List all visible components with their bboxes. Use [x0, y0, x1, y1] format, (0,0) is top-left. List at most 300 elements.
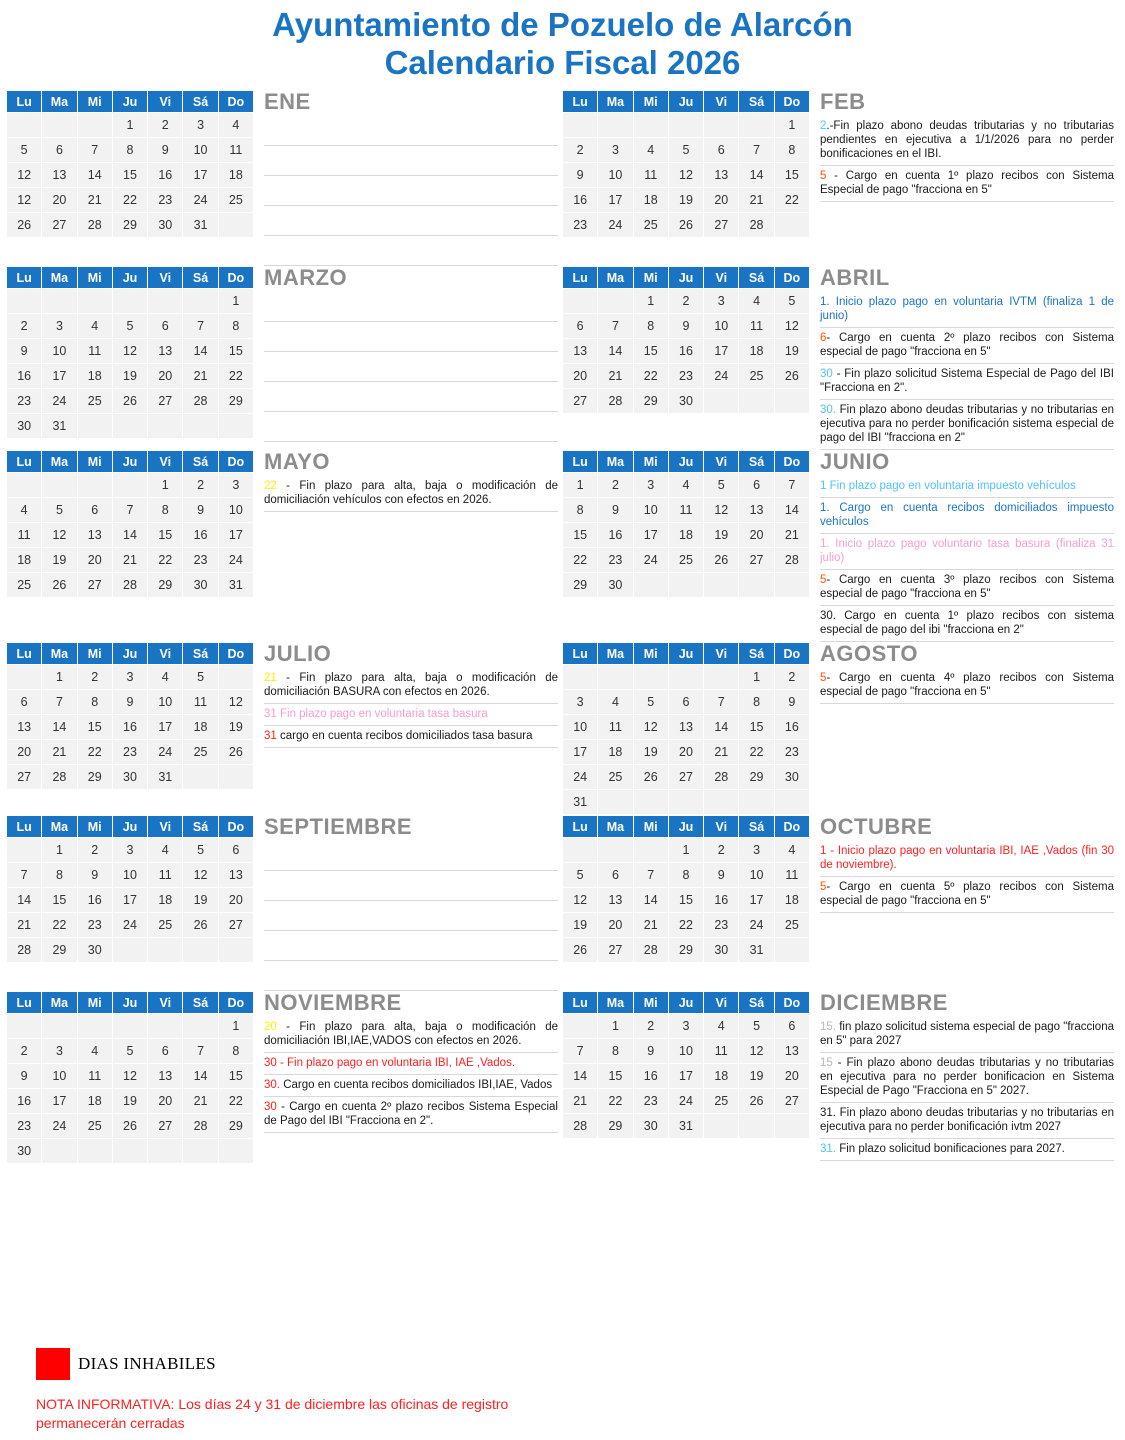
day-cell[interactable]: 28 — [633, 938, 668, 963]
day-cell[interactable]: 13 — [774, 1039, 809, 1064]
day-cell[interactable]: 12 — [633, 715, 668, 740]
day-cell[interactable]: 13 — [218, 863, 253, 888]
day-cell[interactable]: 21 — [633, 913, 668, 938]
day-cell[interactable]: 30 — [183, 573, 218, 598]
day-cell[interactable]: 24 — [183, 188, 218, 213]
day-cell[interactable]: 20 — [218, 888, 253, 913]
day-cell[interactable]: 6 — [563, 314, 598, 339]
day-cell[interactable]: 11 — [77, 339, 112, 364]
day-cell[interactable]: 30 — [148, 213, 183, 238]
day-cell[interactable]: 17 — [739, 888, 774, 913]
day-cell[interactable]: 24 — [218, 548, 253, 573]
day-cell[interactable]: 8 — [598, 1039, 633, 1064]
day-cell[interactable]: 2 — [633, 1014, 668, 1039]
day-cell[interactable]: 14 — [563, 1064, 598, 1089]
day-cell[interactable]: 27 — [704, 213, 739, 238]
day-cell[interactable]: 2 — [704, 838, 739, 863]
day-cell[interactable]: 6 — [42, 138, 77, 163]
day-cell[interactable]: 8 — [148, 498, 183, 523]
day-cell[interactable]: 19 — [668, 188, 703, 213]
day-cell[interactable]: 5 — [563, 863, 598, 888]
day-cell[interactable]: 6 — [7, 690, 42, 715]
day-cell[interactable]: 5 — [42, 498, 77, 523]
day-cell[interactable]: 28 — [183, 1114, 218, 1139]
day-cell[interactable]: 22 — [42, 913, 77, 938]
day-cell[interactable]: 5 — [7, 138, 42, 163]
day-cell[interactable]: 26 — [739, 1089, 774, 1114]
day-cell[interactable]: 11 — [633, 163, 668, 188]
day-cell[interactable]: 20 — [77, 548, 112, 573]
day-cell[interactable]: 21 — [77, 188, 112, 213]
day-cell[interactable]: 26 — [112, 1114, 147, 1139]
day-cell[interactable]: 11 — [7, 523, 42, 548]
day-cell[interactable]: 6 — [77, 498, 112, 523]
day-cell[interactable]: 22 — [148, 548, 183, 573]
day-cell[interactable]: 25 — [633, 213, 668, 238]
day-cell[interactable]: 20 — [42, 188, 77, 213]
day-cell[interactable]: 10 — [563, 715, 598, 740]
day-cell[interactable]: 27 — [774, 1089, 809, 1114]
day-cell[interactable]: 29 — [739, 765, 774, 790]
day-cell[interactable]: 7 — [563, 1039, 598, 1064]
day-cell[interactable]: 16 — [563, 188, 598, 213]
day-cell[interactable]: 18 — [704, 1064, 739, 1089]
day-cell[interactable]: 1 — [598, 1014, 633, 1039]
day-cell[interactable]: 28 — [563, 1114, 598, 1139]
day-cell[interactable]: 4 — [633, 138, 668, 163]
day-cell[interactable]: 31 — [739, 938, 774, 963]
day-cell[interactable]: 6 — [148, 314, 183, 339]
day-cell[interactable]: 19 — [218, 715, 253, 740]
day-cell[interactable]: 3 — [668, 1014, 703, 1039]
day-cell[interactable]: 12 — [42, 523, 77, 548]
day-cell[interactable]: 10 — [148, 690, 183, 715]
day-cell[interactable]: 14 — [704, 715, 739, 740]
day-cell[interactable]: 6 — [739, 473, 774, 498]
day-cell[interactable]: 17 — [112, 888, 147, 913]
day-cell[interactable]: 27 — [218, 913, 253, 938]
day-cell[interactable]: 24 — [739, 913, 774, 938]
day-cell[interactable]: 7 — [739, 138, 774, 163]
day-cell[interactable]: 29 — [668, 938, 703, 963]
day-cell[interactable]: 17 — [563, 740, 598, 765]
day-cell[interactable]: 15 — [77, 715, 112, 740]
day-cell[interactable]: 27 — [77, 573, 112, 598]
day-cell[interactable]: 17 — [704, 339, 739, 364]
day-cell[interactable]: 2 — [183, 473, 218, 498]
day-cell[interactable]: 10 — [42, 339, 77, 364]
day-cell[interactable]: 14 — [42, 715, 77, 740]
day-cell[interactable]: 1 — [563, 473, 598, 498]
day-cell[interactable]: 3 — [112, 838, 147, 863]
day-cell[interactable]: 3 — [598, 138, 633, 163]
day-cell[interactable]: 15 — [218, 339, 253, 364]
day-cell[interactable]: 8 — [42, 863, 77, 888]
day-cell[interactable]: 26 — [218, 740, 253, 765]
day-cell[interactable]: 27 — [668, 765, 703, 790]
day-cell[interactable]: 13 — [7, 715, 42, 740]
day-cell[interactable]: 5 — [633, 690, 668, 715]
day-cell[interactable]: 16 — [598, 523, 633, 548]
day-cell[interactable]: 18 — [218, 163, 253, 188]
day-cell[interactable]: 5 — [183, 838, 218, 863]
day-cell[interactable]: 8 — [668, 863, 703, 888]
day-cell[interactable]: 15 — [218, 1064, 253, 1089]
day-cell[interactable]: 30 — [7, 1139, 42, 1164]
day-cell[interactable]: 3 — [704, 289, 739, 314]
day-cell[interactable]: 4 — [77, 1039, 112, 1064]
day-cell[interactable]: 30 — [668, 389, 703, 414]
day-cell[interactable]: 15 — [774, 163, 809, 188]
day-cell[interactable]: 11 — [598, 715, 633, 740]
day-cell[interactable]: 23 — [112, 740, 147, 765]
day-cell[interactable]: 10 — [668, 1039, 703, 1064]
day-cell[interactable]: 1 — [42, 665, 77, 690]
day-cell[interactable]: 22 — [563, 548, 598, 573]
day-cell[interactable]: 16 — [183, 523, 218, 548]
day-cell[interactable]: 26 — [183, 913, 218, 938]
day-cell[interactable]: 18 — [739, 339, 774, 364]
day-cell[interactable]: 25 — [774, 913, 809, 938]
day-cell[interactable]: 16 — [704, 888, 739, 913]
day-cell[interactable]: 19 — [183, 888, 218, 913]
day-cell[interactable]: 28 — [183, 389, 218, 414]
day-cell[interactable]: 14 — [598, 339, 633, 364]
day-cell[interactable]: 28 — [7, 938, 42, 963]
day-cell[interactable]: 28 — [704, 765, 739, 790]
day-cell[interactable]: 3 — [739, 838, 774, 863]
day-cell[interactable]: 22 — [77, 740, 112, 765]
day-cell[interactable]: 24 — [148, 740, 183, 765]
day-cell[interactable]: 27 — [563, 389, 598, 414]
day-cell[interactable]: 14 — [77, 163, 112, 188]
day-cell[interactable]: 2 — [7, 314, 42, 339]
day-cell[interactable]: 13 — [598, 888, 633, 913]
day-cell[interactable]: 22 — [739, 740, 774, 765]
day-cell[interactable]: 12 — [704, 498, 739, 523]
day-cell[interactable]: 30 — [704, 938, 739, 963]
day-cell[interactable]: 25 — [598, 765, 633, 790]
day-cell[interactable]: 11 — [668, 498, 703, 523]
day-cell[interactable]: 5 — [668, 138, 703, 163]
day-cell[interactable]: 9 — [633, 1039, 668, 1064]
day-cell[interactable]: 15 — [42, 888, 77, 913]
day-cell[interactable]: 21 — [112, 548, 147, 573]
day-cell[interactable]: 25 — [77, 389, 112, 414]
day-cell[interactable]: 16 — [77, 888, 112, 913]
day-cell[interactable]: 21 — [183, 364, 218, 389]
day-cell[interactable]: 8 — [633, 314, 668, 339]
day-cell[interactable]: 10 — [42, 1064, 77, 1089]
day-cell[interactable]: 23 — [148, 188, 183, 213]
day-cell[interactable]: 7 — [183, 1039, 218, 1064]
day-cell[interactable]: 24 — [563, 765, 598, 790]
day-cell[interactable]: 3 — [42, 1039, 77, 1064]
day-cell[interactable]: 29 — [148, 573, 183, 598]
day-cell[interactable]: 7 — [77, 138, 112, 163]
day-cell[interactable]: 26 — [668, 213, 703, 238]
day-cell[interactable]: 8 — [774, 138, 809, 163]
day-cell[interactable]: 1 — [148, 473, 183, 498]
day-cell[interactable]: 2 — [774, 665, 809, 690]
day-cell[interactable]: 9 — [148, 138, 183, 163]
day-cell[interactable]: 17 — [218, 523, 253, 548]
day-cell[interactable]: 6 — [774, 1014, 809, 1039]
day-cell[interactable]: 1 — [42, 838, 77, 863]
day-cell[interactable]: 24 — [42, 1114, 77, 1139]
day-cell[interactable]: 27 — [148, 389, 183, 414]
day-cell[interactable]: 19 — [42, 548, 77, 573]
day-cell[interactable]: 13 — [563, 339, 598, 364]
day-cell[interactable]: 9 — [183, 498, 218, 523]
day-cell[interactable]: 30 — [633, 1114, 668, 1139]
day-cell[interactable]: 13 — [42, 163, 77, 188]
day-cell[interactable]: 13 — [148, 339, 183, 364]
day-cell[interactable]: 9 — [704, 863, 739, 888]
day-cell[interactable]: 12 — [112, 1064, 147, 1089]
day-cell[interactable]: 22 — [774, 188, 809, 213]
day-cell[interactable]: 2 — [77, 838, 112, 863]
day-cell[interactable]: 15 — [112, 163, 147, 188]
day-cell[interactable]: 21 — [704, 740, 739, 765]
day-cell[interactable]: 31 — [218, 573, 253, 598]
day-cell[interactable]: 9 — [774, 690, 809, 715]
day-cell[interactable]: 23 — [183, 548, 218, 573]
day-cell[interactable]: 6 — [598, 863, 633, 888]
day-cell[interactable]: 1 — [218, 1014, 253, 1039]
day-cell[interactable]: 25 — [739, 364, 774, 389]
day-cell[interactable]: 23 — [7, 389, 42, 414]
day-cell[interactable]: 1 — [112, 113, 147, 138]
day-cell[interactable]: 7 — [112, 498, 147, 523]
day-cell[interactable]: 4 — [598, 690, 633, 715]
day-cell[interactable]: 15 — [739, 715, 774, 740]
day-cell[interactable]: 19 — [774, 339, 809, 364]
day-cell[interactable]: 25 — [704, 1089, 739, 1114]
day-cell[interactable]: 21 — [598, 364, 633, 389]
day-cell[interactable]: 29 — [77, 765, 112, 790]
day-cell[interactable]: 8 — [218, 314, 253, 339]
day-cell[interactable]: 4 — [148, 665, 183, 690]
day-cell[interactable]: 8 — [563, 498, 598, 523]
day-cell[interactable]: 12 — [774, 314, 809, 339]
day-cell[interactable]: 14 — [112, 523, 147, 548]
day-cell[interactable]: 21 — [42, 740, 77, 765]
day-cell[interactable]: 1 — [218, 289, 253, 314]
day-cell[interactable]: 5 — [112, 1039, 147, 1064]
day-cell[interactable]: 17 — [42, 364, 77, 389]
day-cell[interactable]: 22 — [218, 364, 253, 389]
day-cell[interactable]: 25 — [77, 1114, 112, 1139]
day-cell[interactable]: 12 — [739, 1039, 774, 1064]
day-cell[interactable]: 30 — [112, 765, 147, 790]
day-cell[interactable]: 21 — [774, 523, 809, 548]
day-cell[interactable]: 22 — [218, 1089, 253, 1114]
day-cell[interactable]: 7 — [598, 314, 633, 339]
day-cell[interactable]: 5 — [774, 289, 809, 314]
day-cell[interactable]: 31 — [148, 765, 183, 790]
day-cell[interactable]: 4 — [7, 498, 42, 523]
day-cell[interactable]: 30 — [7, 414, 42, 439]
day-cell[interactable]: 18 — [77, 1089, 112, 1114]
day-cell[interactable]: 29 — [598, 1114, 633, 1139]
day-cell[interactable]: 20 — [7, 740, 42, 765]
day-cell[interactable]: 14 — [7, 888, 42, 913]
day-cell[interactable]: 23 — [704, 913, 739, 938]
day-cell[interactable]: 13 — [704, 163, 739, 188]
day-cell[interactable]: 25 — [218, 188, 253, 213]
day-cell[interactable]: 20 — [563, 364, 598, 389]
day-cell[interactable]: 24 — [598, 213, 633, 238]
day-cell[interactable]: 17 — [633, 523, 668, 548]
day-cell[interactable]: 4 — [668, 473, 703, 498]
day-cell[interactable]: 7 — [633, 863, 668, 888]
day-cell[interactable]: 1 — [774, 113, 809, 138]
day-cell[interactable]: 6 — [218, 838, 253, 863]
day-cell[interactable]: 23 — [77, 913, 112, 938]
day-cell[interactable]: 7 — [774, 473, 809, 498]
day-cell[interactable]: 13 — [148, 1064, 183, 1089]
day-cell[interactable]: 20 — [598, 913, 633, 938]
day-cell[interactable]: 21 — [7, 913, 42, 938]
day-cell[interactable]: 16 — [7, 1089, 42, 1114]
day-cell[interactable]: 12 — [7, 163, 42, 188]
day-cell[interactable]: 30 — [774, 765, 809, 790]
day-cell[interactable]: 11 — [218, 138, 253, 163]
day-cell[interactable]: 17 — [183, 163, 218, 188]
day-cell[interactable]: 17 — [598, 188, 633, 213]
day-cell[interactable]: 27 — [7, 765, 42, 790]
day-cell[interactable]: 3 — [563, 690, 598, 715]
day-cell[interactable]: 29 — [42, 938, 77, 963]
day-cell[interactable]: 15 — [598, 1064, 633, 1089]
day-cell[interactable]: 27 — [739, 548, 774, 573]
day-cell[interactable]: 24 — [633, 548, 668, 573]
day-cell[interactable]: 24 — [704, 364, 739, 389]
day-cell[interactable]: 8 — [218, 1039, 253, 1064]
day-cell[interactable]: 8 — [77, 690, 112, 715]
day-cell[interactable]: 10 — [112, 863, 147, 888]
day-cell[interactable]: 2 — [563, 138, 598, 163]
day-cell[interactable]: 13 — [739, 498, 774, 523]
day-cell[interactable]: 16 — [668, 339, 703, 364]
day-cell[interactable]: 28 — [112, 573, 147, 598]
day-cell[interactable]: 9 — [112, 690, 147, 715]
day-cell[interactable]: 25 — [668, 548, 703, 573]
day-cell[interactable]: 30 — [77, 938, 112, 963]
day-cell[interactable]: 26 — [112, 389, 147, 414]
day-cell[interactable]: 31 — [668, 1114, 703, 1139]
day-cell[interactable]: 28 — [598, 389, 633, 414]
day-cell[interactable]: 28 — [739, 213, 774, 238]
day-cell[interactable]: 14 — [739, 163, 774, 188]
day-cell[interactable]: 9 — [77, 863, 112, 888]
day-cell[interactable]: 22 — [598, 1089, 633, 1114]
day-cell[interactable]: 5 — [183, 665, 218, 690]
day-cell[interactable]: 20 — [704, 188, 739, 213]
day-cell[interactable]: 12 — [563, 888, 598, 913]
day-cell[interactable]: 21 — [183, 1089, 218, 1114]
day-cell[interactable]: 20 — [148, 364, 183, 389]
day-cell[interactable]: 31 — [183, 213, 218, 238]
day-cell[interactable]: 29 — [633, 389, 668, 414]
day-cell[interactable]: 31 — [563, 790, 598, 815]
day-cell[interactable]: 18 — [7, 548, 42, 573]
day-cell[interactable]: 2 — [7, 1039, 42, 1064]
day-cell[interactable]: 24 — [112, 913, 147, 938]
day-cell[interactable]: 19 — [739, 1064, 774, 1089]
day-cell[interactable]: 12 — [7, 188, 42, 213]
day-cell[interactable]: 19 — [704, 523, 739, 548]
day-cell[interactable]: 23 — [7, 1114, 42, 1139]
day-cell[interactable]: 18 — [668, 523, 703, 548]
day-cell[interactable]: 29 — [563, 573, 598, 598]
day-cell[interactable]: 7 — [42, 690, 77, 715]
day-cell[interactable]: 19 — [633, 740, 668, 765]
day-cell[interactable]: 11 — [183, 690, 218, 715]
day-cell[interactable]: 21 — [739, 188, 774, 213]
day-cell[interactable]: 9 — [7, 1064, 42, 1089]
day-cell[interactable]: 10 — [633, 498, 668, 523]
day-cell[interactable]: 23 — [668, 364, 703, 389]
day-cell[interactable]: 13 — [77, 523, 112, 548]
day-cell[interactable]: 8 — [112, 138, 147, 163]
day-cell[interactable]: 6 — [704, 138, 739, 163]
day-cell[interactable]: 3 — [218, 473, 253, 498]
day-cell[interactable]: 17 — [42, 1089, 77, 1114]
day-cell[interactable]: 5 — [739, 1014, 774, 1039]
day-cell[interactable]: 18 — [598, 740, 633, 765]
day-cell[interactable]: 6 — [668, 690, 703, 715]
day-cell[interactable]: 7 — [704, 690, 739, 715]
day-cell[interactable]: 2 — [148, 113, 183, 138]
day-cell[interactable]: 13 — [668, 715, 703, 740]
day-cell[interactable]: 17 — [668, 1064, 703, 1089]
day-cell[interactable]: 11 — [774, 863, 809, 888]
day-cell[interactable]: 26 — [774, 364, 809, 389]
day-cell[interactable]: 29 — [112, 213, 147, 238]
day-cell[interactable]: 1 — [739, 665, 774, 690]
day-cell[interactable]: 4 — [77, 314, 112, 339]
day-cell[interactable]: 12 — [218, 690, 253, 715]
day-cell[interactable]: 26 — [42, 573, 77, 598]
day-cell[interactable]: 11 — [739, 314, 774, 339]
day-cell[interactable]: 23 — [774, 740, 809, 765]
day-cell[interactable]: 31 — [42, 414, 77, 439]
day-cell[interactable]: 11 — [148, 863, 183, 888]
day-cell[interactable]: 6 — [148, 1039, 183, 1064]
day-cell[interactable]: 26 — [563, 938, 598, 963]
day-cell[interactable]: 24 — [668, 1089, 703, 1114]
day-cell[interactable]: 3 — [42, 314, 77, 339]
day-cell[interactable]: 16 — [112, 715, 147, 740]
day-cell[interactable]: 18 — [77, 364, 112, 389]
day-cell[interactable]: 29 — [218, 389, 253, 414]
day-cell[interactable]: 26 — [7, 213, 42, 238]
day-cell[interactable]: 3 — [183, 113, 218, 138]
day-cell[interactable]: 4 — [218, 113, 253, 138]
day-cell[interactable]: 14 — [633, 888, 668, 913]
day-cell[interactable]: 27 — [598, 938, 633, 963]
day-cell[interactable]: 3 — [633, 473, 668, 498]
day-cell[interactable]: 23 — [563, 213, 598, 238]
day-cell[interactable]: 28 — [77, 213, 112, 238]
day-cell[interactable]: 1 — [633, 289, 668, 314]
day-cell[interactable]: 17 — [148, 715, 183, 740]
day-cell[interactable]: 2 — [77, 665, 112, 690]
day-cell[interactable]: 23 — [633, 1089, 668, 1114]
day-cell[interactable]: 14 — [183, 1064, 218, 1089]
